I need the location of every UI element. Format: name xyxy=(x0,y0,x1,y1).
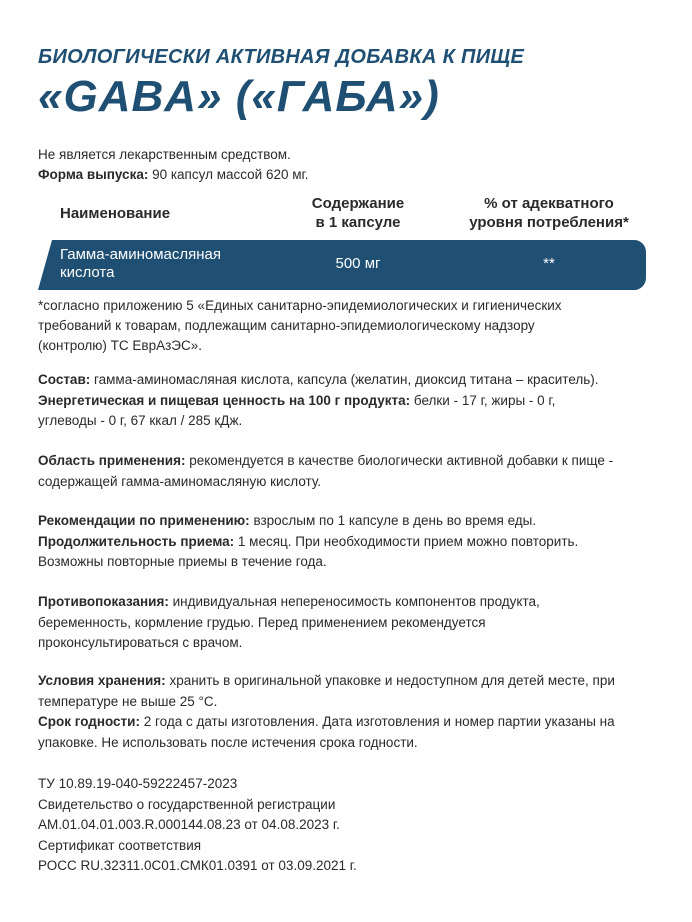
intro xyxy=(38,145,309,185)
application-line1 xyxy=(38,451,658,472)
footnote-line1: *согласно приложению 5 «Единых санитарно-эпидемиологических и гигиенических xyxy=(38,298,562,313)
footnote-line2: требований к товарам, подлежащим санитарно-эпидемиологическому надзору xyxy=(38,318,535,333)
energy-value-line2: углеводы - 0 г, 67 ккал / 285 кДж. xyxy=(38,413,243,428)
duration-value-line1: 1 месяц. При необходимости прием можно повторить. xyxy=(234,533,579,549)
footnote xyxy=(38,296,648,356)
duration-label: Продолжительность приема: xyxy=(38,533,235,549)
composition-label: Состав: xyxy=(38,372,91,387)
storage-label: Условия хранения: xyxy=(38,673,166,688)
composition-value: гамма-аминомасляная кислота, капсула (желатин, диоксид титана – краситель). xyxy=(90,372,599,387)
storage-value-line1: хранить в оригинальной упаковке и недоступном для детей месте, при xyxy=(165,673,615,688)
table-row xyxy=(38,240,646,290)
application-label: Область применения: xyxy=(38,453,186,468)
application-section xyxy=(38,451,658,492)
duration-line1 xyxy=(38,532,658,553)
not-medicine-note: Не является лекарственным средством. xyxy=(38,147,291,162)
shelf-life-line1 xyxy=(38,712,658,733)
release-form-label: Форма выпуска: xyxy=(38,167,149,182)
row-name-line1: Гамма-аминомасляная xyxy=(60,246,222,263)
header-content xyxy=(293,194,423,232)
contraindications-label: Противопоказания: xyxy=(38,594,169,609)
contraindications-value-line2: беременность, кормление грудью. Перед применением рекомендуется xyxy=(38,614,486,630)
cert-title: Свидетельство о государственной регистрации xyxy=(38,796,336,812)
header xyxy=(38,46,524,123)
header-percent-line1: % от адекватного xyxy=(484,195,614,212)
shelf-life-value-line1: 2 года с даты изготовления. Дата изготовления и номер партии указаны на xyxy=(139,714,615,729)
composition-section xyxy=(38,370,658,432)
shelf-life-value-line2: упаковке. Не использовать после истечения срока годности. xyxy=(38,734,418,750)
recommendations-value: взрослым по 1 капсуле в день во время еды. xyxy=(249,513,537,528)
header-name: Наименование xyxy=(60,205,171,222)
release-form xyxy=(38,165,309,185)
header-percent xyxy=(456,194,642,232)
recommendations-line xyxy=(38,511,658,532)
header-content-line2: в 1 капсуле xyxy=(315,214,401,231)
cert-number: AM.01.04.01.003.R.000144.08.23 от 04.08.2023 г. xyxy=(38,817,340,832)
application-value-line1: рекомендуется в качестве биологически активной добавки к пище - xyxy=(185,453,614,468)
application-value-line2: содержащей гамма-аминомасляную кислоту. xyxy=(38,473,322,489)
registration-section xyxy=(38,774,357,877)
storage-section xyxy=(38,671,658,753)
release-form-value: 90 капсул массой 620 мг. xyxy=(148,167,309,182)
recommendations-label: Рекомендации по применению: xyxy=(38,513,250,528)
tu-number: ТУ 10.89.19-040-59222457-2023 xyxy=(38,776,238,791)
row-name xyxy=(60,246,290,282)
contraindications-value-line3: проконсультироваться с врачом. xyxy=(38,635,243,650)
energy-value-line1: белки - 17 г, жиры - 0 г, xyxy=(410,392,556,408)
composition-table xyxy=(38,192,646,290)
row-name-line2: кислота xyxy=(60,264,115,281)
contraindications-section xyxy=(38,592,658,654)
header-content-line1: Содержание xyxy=(311,195,405,212)
conformity-title: Сертификат соответствия xyxy=(38,837,202,853)
conformity-number: РОСС RU.32311.0С01.СМК01.0391 от 03.09.2021 г. xyxy=(38,858,357,873)
shelf-life-label: Срок годности: xyxy=(38,714,140,729)
usage-section xyxy=(38,511,658,573)
energy-line1 xyxy=(38,391,658,412)
footnote-line3: (контролю) ТС ЕврАзЭС». xyxy=(38,338,203,353)
storage-value-line2: температуре не выше 25 °С. xyxy=(38,693,218,709)
duration-value-line2: Возможны повторные приемы в течение года. xyxy=(38,554,327,569)
contraindications-line1 xyxy=(38,592,658,613)
header-percent-line2: уровня потребления* xyxy=(469,214,629,231)
row-content: 500 мг xyxy=(335,255,381,272)
storage-line1 xyxy=(38,671,658,692)
contraindications-value-line1: индивидуальная непереносимость компонентов продукта, xyxy=(168,594,540,609)
row-percent: ** xyxy=(543,255,555,272)
product-category: БИОЛОГИЧЕСКИ АКТИВНАЯ ДОБАВКА К ПИЩЕ xyxy=(38,46,525,68)
composition-line xyxy=(38,370,658,391)
table-header xyxy=(38,192,646,240)
energy-label: Энергетическая и пищевая ценность на 100 г продукта: xyxy=(38,392,411,408)
product-title: «GABA» («ГАБА») xyxy=(38,72,440,121)
